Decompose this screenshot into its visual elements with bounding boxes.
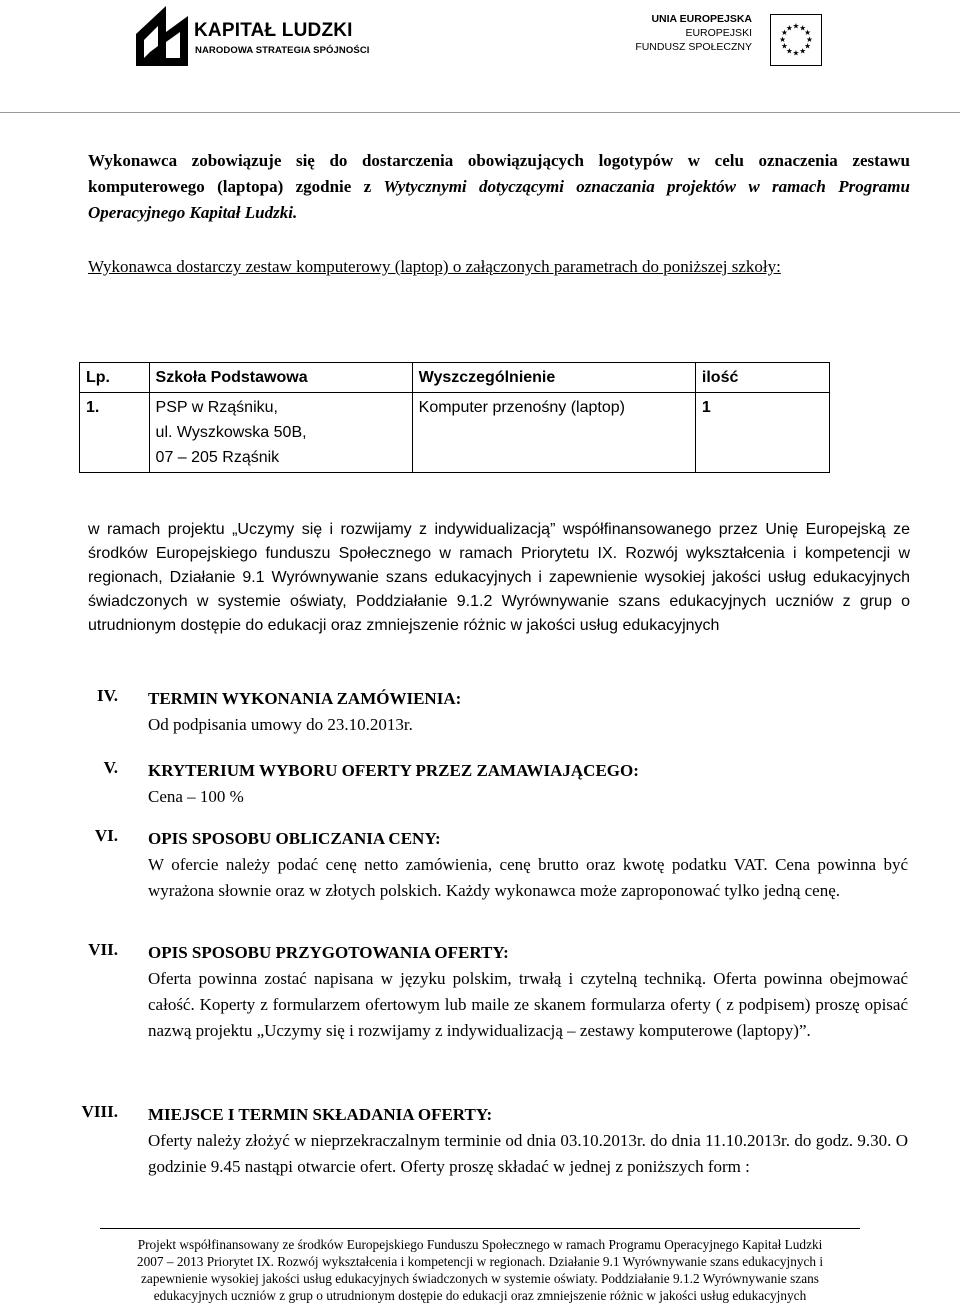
school-city: 07 – 205 Rząśnik <box>155 449 280 466</box>
section-vii-text: Oferta powinna zostać napisana w języku polskim, trwałą i czytelną techniką. Oferta powinna obejmować całość. Koperty z formularzem ofertowym lub maile ze skanem formularza oferty ( z podpisem) proszę opisać nazwą projektu „Uczymy się i rozwijamy z indywidualizacją – zestawy komputerowe (laptopy)”. <box>148 969 908 1040</box>
cell-item: Komputer przenośny (laptop) <box>412 393 695 473</box>
section-vii <box>148 940 908 1044</box>
section-vi-title: OPIS SPOSOBU OBLICZANIA CENY: <box>148 829 441 848</box>
section-v <box>148 758 908 810</box>
section-v-number: V. <box>103 758 118 777</box>
footer-line-1: Projekt współfinansowany ze środków Europejskiego Funduszu Społecznego w ramach Programu Operacyjnego Kapitał Ludzki <box>137 1237 823 1252</box>
section-viii-text: Oferty należy złożyć w nieprzekraczalnym terminie od dnia 03.10.2013r. do dnia 11.10.2013r. do godz. 9.30. O godzinie 9.45 nastąpi otwarcie ofert. Oferty proszę składać w jednej z poniższych form : <box>148 1131 908 1176</box>
table-header-row <box>80 363 830 393</box>
school-intro: Wykonawca dostarczy zestaw komputerowy (laptop) o załączonych parametrach do poniższej szkoły: <box>88 257 781 276</box>
project-paragraph: w ramach projektu „Uczymy się i rozwijamy z indywidualizacją” współfinansowanego przez Unię Europejską ze środków Europejskiego funduszu Społecznego w ramach Priorytetu IX. Rozwój wykształcenia i kompetencji w regionach, Działanie 9.1 Wyrównywanie szans edukacyjnych i zapewnienie wysokiej jakości usług edukacyjnych świadczonych w systemie oświaty, Poddziałanie 9.1.2 Wyrównywanie szans edukacyjnych uczniów z grup o utrudnionym dostępie do edukacji oraz zmniejszenie różnic w jakości usług edukacyjnych <box>88 521 910 634</box>
section-viii-number: VIII. <box>81 1102 118 1121</box>
section-vi-text: W ofercie należy podać cenę netto zamówienia, cenę brutto oraz kwotę podatku VAT. Cena powinna być wyrażona słownie oraz w złotych polskich. Każdy wykonawca może zaproponować tylko jedną cenę. <box>148 855 908 900</box>
school-name: PSP w Rząśniku, <box>155 399 278 416</box>
section-vi-number: VI. <box>94 826 118 845</box>
kapital-ludzki-mark-icon <box>136 6 188 66</box>
header-lp: Lp. <box>80 363 150 393</box>
svg-text:★: ★ <box>804 41 811 51</box>
svg-text:★: ★ <box>792 48 800 58</box>
svg-text:★: ★ <box>799 23 807 33</box>
header-item: Wyszczególnienie <box>412 363 695 393</box>
svg-text:★: ★ <box>785 23 793 33</box>
footer <box>90 1236 870 1304</box>
footer-line-4: edukacyjnych uczniów z grup o utrudnionym dostępie do edukacji oraz zmniejszenie różnic w jakości usług edukacyjnych <box>153 1288 807 1303</box>
cell-lp: 1. <box>80 393 150 473</box>
svg-text:★: ★ <box>799 46 807 56</box>
kapital-ludzki-title: KAPITAŁ LUDZKI <box>194 20 353 41</box>
eu-logo <box>630 10 830 70</box>
section-vii-title: OPIS SPOSOBU PRZYGOTOWANIA OFERTY: <box>148 943 509 962</box>
section-vii-number: VII. <box>88 940 118 959</box>
header-divider <box>0 112 960 113</box>
cell-school <box>149 393 412 473</box>
eu-logo-line3: FUNDUSZ SPOŁECZNY <box>635 41 752 53</box>
svg-text:★: ★ <box>779 34 786 44</box>
header-school: Szkoła Podstawowa <box>149 363 412 393</box>
section-iv <box>148 686 908 738</box>
section-viii-title: MIEJSCE I TERMIN SKŁADANIA OFERTY: <box>148 1105 493 1124</box>
kapital-ludzki-logo <box>136 6 376 70</box>
school-street: ul. Wyszkowska 50B, <box>155 424 307 441</box>
svg-text:★: ★ <box>785 46 793 56</box>
intro-italic-text: Wytycznymi dotyczącymi oznaczania projektów w ramach Programu Operacyjnego Kapitał Ludzki. <box>88 177 910 222</box>
svg-text:★: ★ <box>781 41 788 51</box>
svg-text:★: ★ <box>781 28 788 38</box>
section-v-title: KRYTERIUM WYBORU OFERTY PRZEZ ZAMAWIAJĄCEGO: <box>148 761 639 780</box>
table-row <box>80 393 830 473</box>
section-iv-number: IV. <box>97 686 118 705</box>
eu-flag-icon <box>770 14 822 66</box>
eu-logo-text <box>635 12 752 54</box>
svg-text:★: ★ <box>806 34 813 44</box>
section-v-text: Cena – 100 % <box>148 787 244 806</box>
section-viii <box>148 1102 908 1180</box>
school-table <box>79 362 830 473</box>
eu-logo-line2: EUROPEJSKI <box>685 27 752 39</box>
svg-text:★: ★ <box>804 28 811 38</box>
intro-paragraph <box>88 148 910 226</box>
intro-text: Wykonawca zobowiązuje się do dostarczenia obowiązujących logotypów w celu oznaczenia zestawu komputerowego (laptopa) zgodnie z <box>88 151 910 196</box>
footer-divider <box>100 1228 860 1229</box>
section-iv-title: TERMIN WYKONANIA ZAMÓWIENIA: <box>148 689 462 708</box>
cell-qty: 1 <box>695 393 829 473</box>
section-vi <box>148 826 908 904</box>
section-iv-text: Od podpisania umowy do 23.10.2013r. <box>148 715 413 734</box>
kapital-ludzki-subtitle: NARODOWA STRATEGIA SPÓJNOŚCI <box>195 45 370 56</box>
footer-line-2: 2007 – 2013 Priorytet IX. Rozwój wykształcenia i kompetencji w regionach. Działanie 9.1 Wyrównywanie szans edukacyjnych i <box>136 1254 824 1269</box>
footer-line-3: zapewnienie wysokiej jakości usług edukacyjnych świadczonych w systemie oświaty. Poddziałanie 9.1.2 Wyrównywanie szans <box>141 1271 819 1286</box>
eu-logo-line1: UNIA EUROPEJSKA <box>651 13 752 25</box>
header-qty: ilość <box>695 363 829 393</box>
svg-text:★: ★ <box>792 21 800 31</box>
